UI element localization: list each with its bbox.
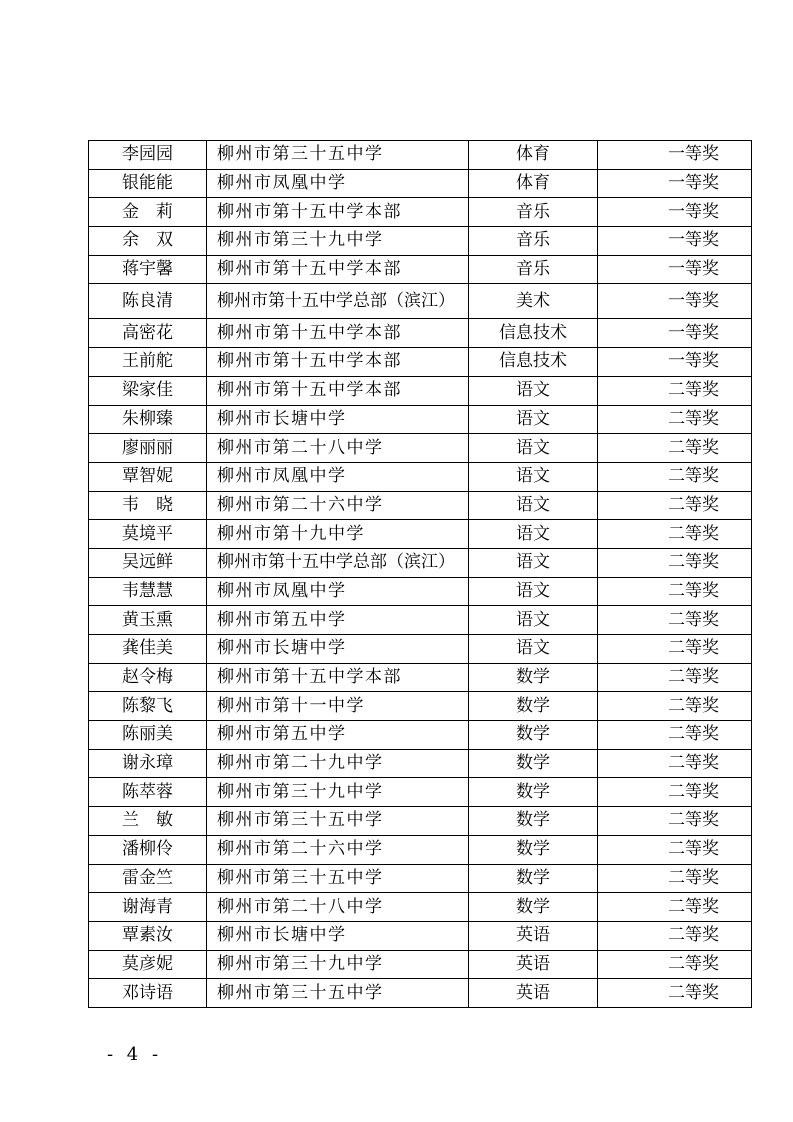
cell-school: 柳州市第二十六中学 [207,491,469,520]
cell-school: 柳州市第十五中学总部（滨江） [207,548,469,577]
cell-award: 一等奖 [598,284,752,319]
cell-award: 二等奖 [598,749,752,778]
cell-subject: 语文 [469,635,598,664]
cell-name: 莫彦妮 [89,950,207,979]
cell-name: 韦 晓 [89,491,207,520]
cell-subject: 数学 [469,807,598,836]
cell-subject: 美术 [469,284,598,319]
table-row [89,141,752,170]
cell-award: 二等奖 [598,434,752,463]
table-row [89,893,752,922]
cell-award: 二等奖 [598,921,752,950]
cell-award: 二等奖 [598,405,752,434]
cell-school: 柳州市第三十九中学 [207,227,469,256]
table-row [89,319,752,348]
cell-subject: 体育 [469,169,598,198]
table-row [89,376,752,405]
cell-school: 柳州市长塘中学 [207,921,469,950]
cell-award: 二等奖 [598,950,752,979]
cell-name: 龚佳美 [89,635,207,664]
cell-subject: 信息技术 [469,319,598,348]
cell-award: 二等奖 [598,835,752,864]
cell-subject: 语文 [469,491,598,520]
award-table [88,140,752,1008]
cell-subject: 音乐 [469,198,598,227]
table-row [89,692,752,721]
table-row [89,284,752,319]
cell-name: 高密花 [89,319,207,348]
cell-school: 柳州市第五中学 [207,721,469,750]
cell-school: 柳州市第三十九中学 [207,778,469,807]
cell-award: 二等奖 [598,577,752,606]
cell-award: 一等奖 [598,255,752,284]
page-number: - 4 - [107,1044,163,1065]
cell-award: 一等奖 [598,227,752,256]
cell-school: 柳州市凤凰中学 [207,577,469,606]
cell-name: 李园园 [89,141,207,170]
cell-subject: 数学 [469,864,598,893]
cell-school: 柳州市第十五中学本部 [207,198,469,227]
table-row [89,548,752,577]
cell-subject: 数学 [469,663,598,692]
cell-school: 柳州市第三十五中学 [207,141,469,170]
cell-name: 王前舵 [89,348,207,377]
table-row [89,778,752,807]
table-row [89,606,752,635]
table-row [89,198,752,227]
cell-subject: 语文 [469,376,598,405]
table-row [89,835,752,864]
cell-name: 邓诗语 [89,979,207,1008]
cell-award: 二等奖 [598,635,752,664]
cell-subject: 英语 [469,950,598,979]
cell-name: 陈良清 [89,284,207,319]
cell-name: 覃智妮 [89,462,207,491]
cell-name: 吴远鲜 [89,548,207,577]
cell-school: 柳州市第二十八中学 [207,434,469,463]
cell-school: 柳州市第二十九中学 [207,749,469,778]
cell-subject: 数学 [469,835,598,864]
table-row [89,434,752,463]
cell-name: 莫境平 [89,520,207,549]
table-row [89,169,752,198]
cell-name: 余 双 [89,227,207,256]
table-row [89,635,752,664]
cell-subject: 音乐 [469,255,598,284]
cell-subject: 英语 [469,979,598,1008]
cell-subject: 语文 [469,462,598,491]
cell-award: 二等奖 [598,893,752,922]
cell-subject: 语文 [469,434,598,463]
cell-name: 银能能 [89,169,207,198]
cell-award: 二等奖 [598,462,752,491]
cell-subject: 语文 [469,520,598,549]
table-row [89,462,752,491]
table-row [89,577,752,606]
cell-school: 柳州市第十五中学本部 [207,663,469,692]
cell-award: 二等奖 [598,548,752,577]
cell-subject: 英语 [469,921,598,950]
table-row [89,807,752,836]
cell-name: 梁家佳 [89,376,207,405]
cell-school: 柳州市长塘中学 [207,405,469,434]
cell-name: 雷金竺 [89,864,207,893]
cell-school: 柳州市长塘中学 [207,635,469,664]
award-table-body [89,141,752,1008]
cell-subject: 数学 [469,893,598,922]
cell-subject: 体育 [469,141,598,170]
cell-name: 金 莉 [89,198,207,227]
cell-name: 蒋宇馨 [89,255,207,284]
cell-school: 柳州市第三十五中学 [207,864,469,893]
table-row [89,348,752,377]
cell-school: 柳州市凤凰中学 [207,169,469,198]
cell-school: 柳州市第五中学 [207,606,469,635]
cell-name: 覃素汝 [89,921,207,950]
cell-award: 一等奖 [598,348,752,377]
cell-award: 二等奖 [598,778,752,807]
table-row [89,979,752,1008]
cell-school: 柳州市第三十五中学 [207,979,469,1008]
cell-award: 一等奖 [598,198,752,227]
cell-subject: 数学 [469,749,598,778]
cell-award: 一等奖 [598,141,752,170]
cell-award: 一等奖 [598,169,752,198]
cell-subject: 数学 [469,692,598,721]
table-row [89,749,752,778]
cell-award: 二等奖 [598,663,752,692]
table-row [89,663,752,692]
cell-school: 柳州市第二十八中学 [207,893,469,922]
table-row [89,520,752,549]
table-row [89,405,752,434]
cell-school: 柳州市第十一中学 [207,692,469,721]
cell-name: 韦慧慧 [89,577,207,606]
cell-award: 二等奖 [598,376,752,405]
table-row [89,721,752,750]
cell-school: 柳州市第十五中学本部 [207,255,469,284]
cell-school: 柳州市第三十九中学 [207,950,469,979]
table-row [89,227,752,256]
cell-school: 柳州市第二十六中学 [207,835,469,864]
cell-school: 柳州市第十五中学本部 [207,376,469,405]
cell-award: 二等奖 [598,807,752,836]
cell-subject: 语文 [469,548,598,577]
cell-name: 赵令梅 [89,663,207,692]
cell-subject: 音乐 [469,227,598,256]
cell-subject: 数学 [469,721,598,750]
cell-school: 柳州市第十九中学 [207,520,469,549]
table-row [89,864,752,893]
cell-name: 谢永璋 [89,749,207,778]
cell-award: 二等奖 [598,721,752,750]
table-row [89,255,752,284]
cell-school: 柳州市凤凰中学 [207,462,469,491]
cell-award: 二等奖 [598,491,752,520]
cell-name: 陈黎飞 [89,692,207,721]
cell-subject: 语文 [469,606,598,635]
cell-name: 陈萃蓉 [89,778,207,807]
cell-name: 谢海青 [89,893,207,922]
table-row [89,921,752,950]
table-row [89,950,752,979]
cell-subject: 信息技术 [469,348,598,377]
cell-award: 一等奖 [598,319,752,348]
cell-award: 二等奖 [598,692,752,721]
cell-school: 柳州市第三十五中学 [207,807,469,836]
cell-school: 柳州市第十五中学本部 [207,348,469,377]
cell-name: 兰 敏 [89,807,207,836]
cell-award: 二等奖 [598,606,752,635]
cell-award: 二等奖 [598,864,752,893]
cell-name: 潘柳伶 [89,835,207,864]
cell-school: 柳州市第十五中学总部（滨江） [207,284,469,319]
cell-subject: 语文 [469,405,598,434]
cell-name: 廖丽丽 [89,434,207,463]
cell-school: 柳州市第十五中学本部 [207,319,469,348]
cell-name: 陈丽美 [89,721,207,750]
cell-name: 朱柳臻 [89,405,207,434]
cell-award: 二等奖 [598,520,752,549]
cell-subject: 数学 [469,778,598,807]
cell-subject: 语文 [469,577,598,606]
cell-award: 二等奖 [598,979,752,1008]
table-row [89,491,752,520]
cell-name: 黄玉熏 [89,606,207,635]
